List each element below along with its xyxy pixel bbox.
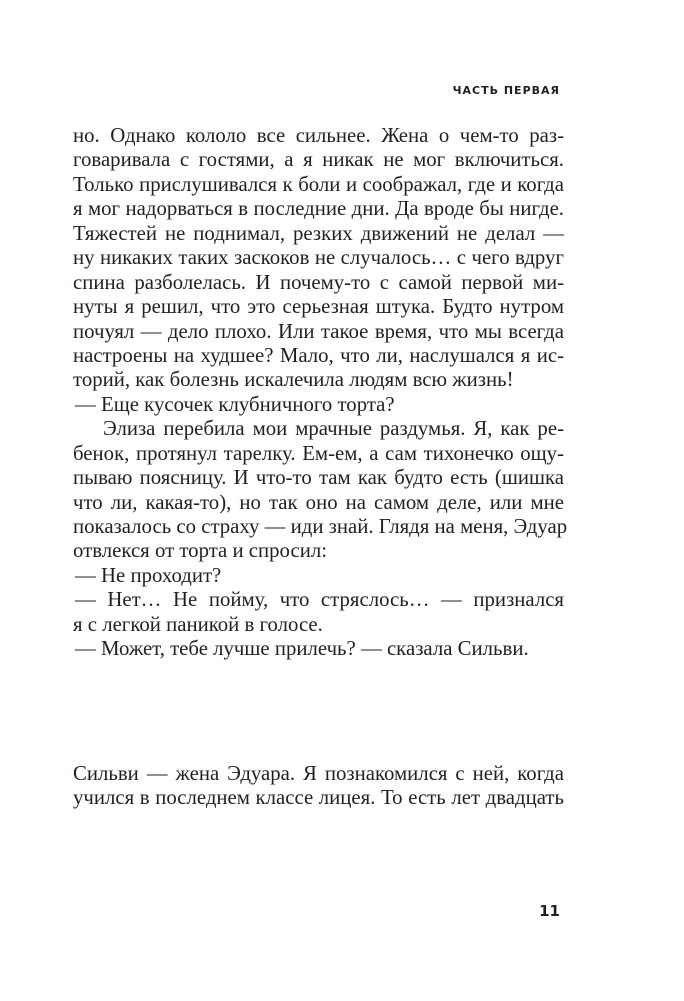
text-line: Сильви — жена Эдуара. Я познакомился с ней, когда xyxy=(73,762,564,785)
main-text-section-2 xyxy=(73,762,564,811)
paragraph-first-line: Элиза перебила мои мрачные раздумья. Я, как ре- xyxy=(103,417,564,441)
text-line: торий, как болезнь искалечила людям всю жизнь! xyxy=(73,368,514,392)
running-head: ЧАСТЬ ПЕРВАЯ xyxy=(452,84,560,97)
text-line: пываю поясницу. И что-то там как будто есть (шишка xyxy=(73,466,564,490)
dialogue-line: — Нет… Не пойму, что стряслось… — признался xyxy=(75,588,564,612)
text-line: отвлекся от торта и спросил: xyxy=(73,539,327,563)
text-line: говаривала с гостями, а я никак не мог включиться. xyxy=(73,148,564,172)
page-number: 11 xyxy=(539,902,560,920)
text-line: что ли, какая-то), но так оно на самом деле, или мне xyxy=(73,490,564,514)
text-line: бенок, протянул тарелку. Ем-ем, а сам тихонечко ощу- xyxy=(73,441,564,465)
dialogue-line: — Не проходит? xyxy=(75,563,222,587)
dialogue-line: — Еще кусочек клубничного торта? xyxy=(75,392,395,416)
main-text-section-1 xyxy=(73,124,568,662)
text-line: учился в последнем классе лицея. То есть лет двадцать xyxy=(73,786,564,810)
text-line: настроены на худшее? Мало, что ли, наслушался я ис- xyxy=(73,343,564,367)
text-line: но. Однако кололо все сильнее. Жена о чем-то раз- xyxy=(73,124,564,147)
text-line: спина разболелась. И почему-то с самой первой ми- xyxy=(73,270,564,294)
text-line: ну никаких таких заскоков не случалось… с чего вдруг xyxy=(73,246,564,270)
text-line: почуял — дело плохо. Или такое время, что мы всегда xyxy=(73,319,564,343)
text-line: я мог надорваться в последние дни. Да вроде бы нигде. xyxy=(73,197,564,221)
text-line: я с легкой паникой в голосе. xyxy=(73,612,323,636)
text-line: показалось со страху — иди знай. Глядя на меня, Эдуар xyxy=(73,515,568,538)
text-line: Только прислушивался к боли и соображал, где и когда xyxy=(73,172,564,196)
text-line: Тяжестей не поднимал, резких движений не делал — xyxy=(73,221,564,245)
text-line: нуты я решил, что это серьезная штука. Будто нутром xyxy=(73,295,564,319)
dialogue-line: — Может, тебе лучше прилечь? — сказала Сильви. xyxy=(75,637,529,661)
